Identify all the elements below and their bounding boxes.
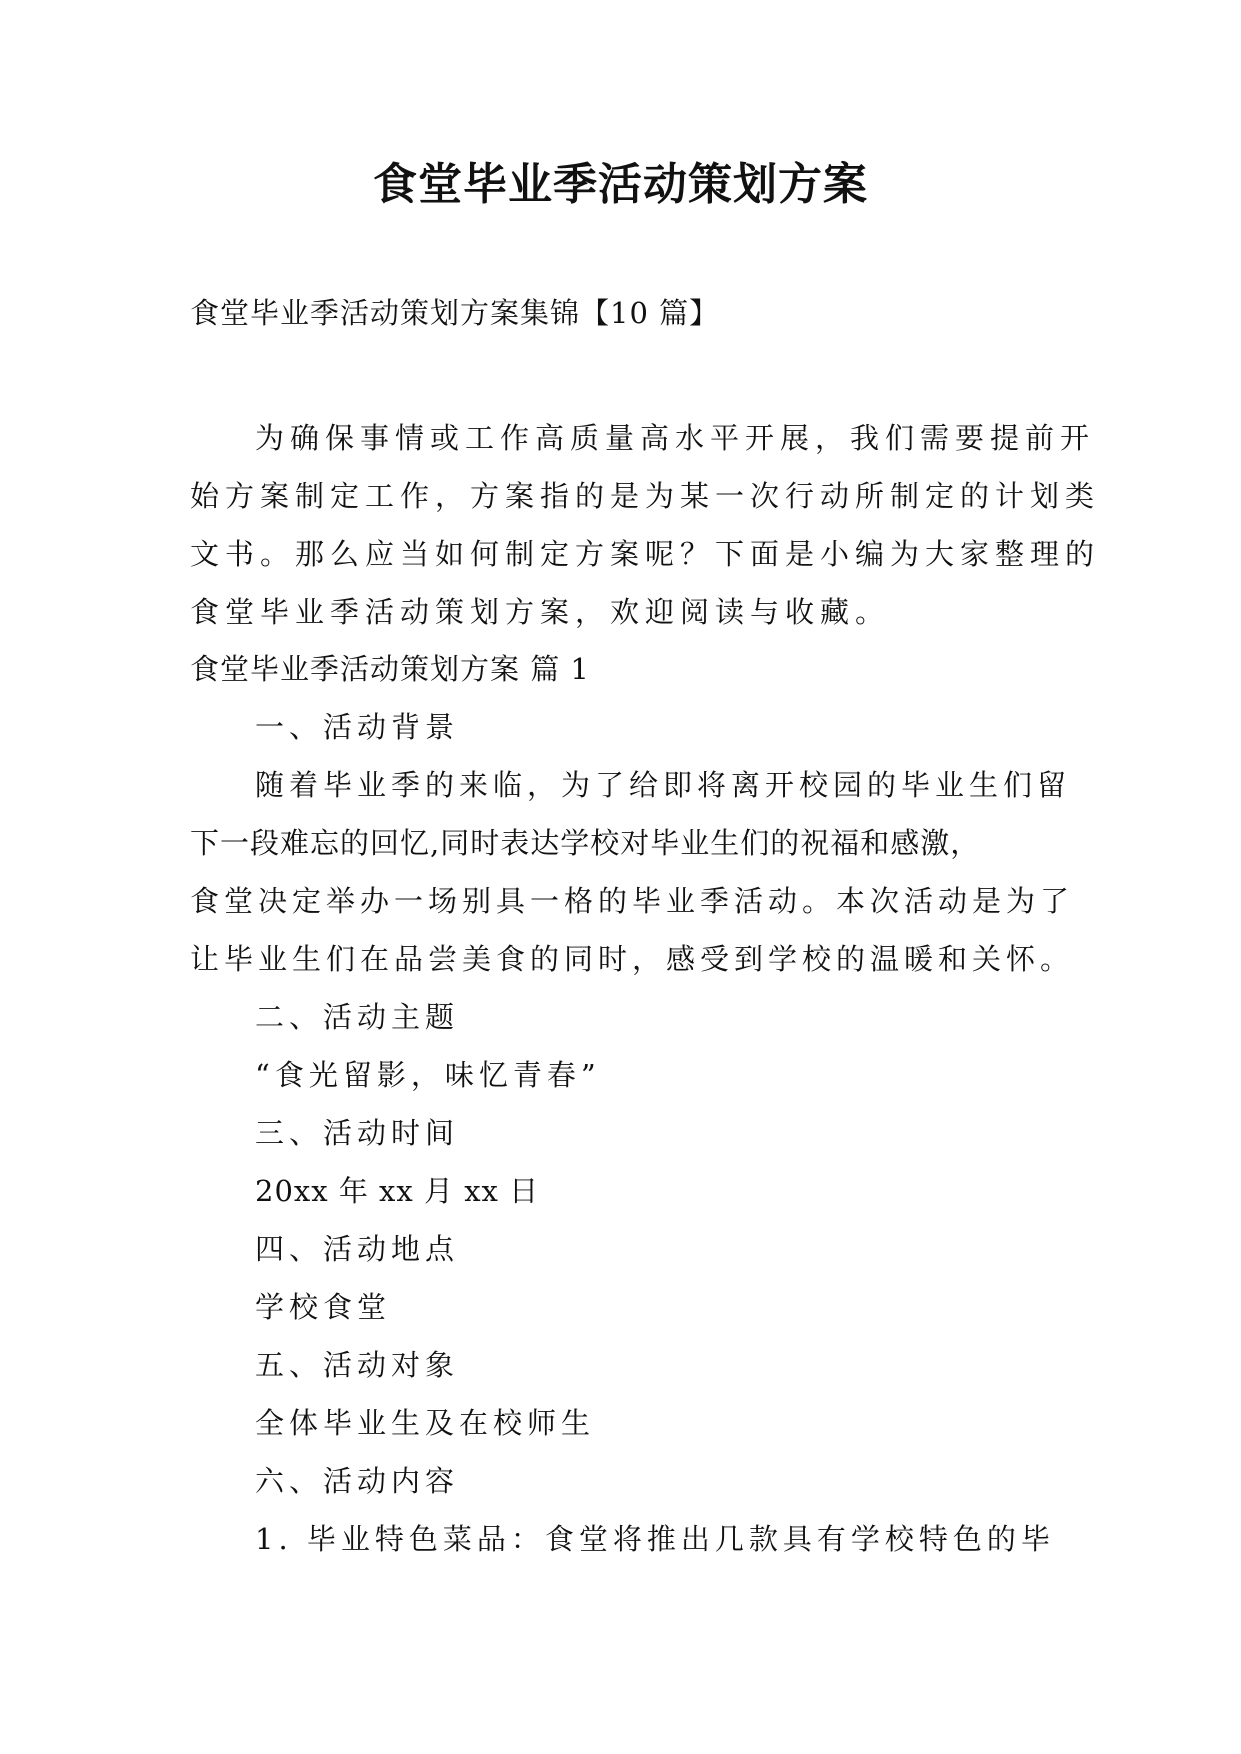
background-line: 食堂决定举办一场别具一格的毕业季活动。本次活动是为了	[190, 884, 1075, 918]
intro-line: 始方案制定工作，方案指的是为某一次行动所制定的计划类	[190, 479, 1101, 513]
content-item: 1. 毕业特色菜品：食堂将推出几款具有学校特色的毕	[255, 1522, 1055, 1556]
section-title: 食堂毕业季活动策划方案 篇 1	[190, 652, 590, 686]
section-body	[190, 640, 1090, 1568]
theme-text: “食光留影，味忆青春”	[255, 1058, 601, 1092]
background-line: 下一段难忘的回忆,同时表达学校对毕业生们的祝福和感激，	[190, 826, 981, 860]
document-subtitle: 食堂毕业季活动策划方案集锦【10 篇】	[190, 296, 720, 330]
document-title: 食堂毕业季活动策划方案	[373, 159, 868, 210]
intro-line: 为确保事情或工作高质量高水平开展，我们需要提前开	[255, 421, 1096, 455]
heading-location: 四、活动地点	[255, 1232, 460, 1266]
intro-line: 文书。那么应当如何制定方案呢？下面是小编为大家整理的	[190, 537, 1101, 571]
heading-theme: 二、活动主题	[255, 1000, 460, 1034]
background-line: 随着毕业季的来临，为了给即将离开校园的毕业生们留	[255, 768, 1072, 802]
heading-time: 三、活动时间	[255, 1116, 460, 1150]
time-text: 20xx 年 xx 月 xx 日	[255, 1174, 540, 1208]
background-line: 让毕业生们在品尝美食的同时，感受到学校的温暖和关怀。	[190, 942, 1075, 976]
audience-text: 全体毕业生及在校师生	[255, 1406, 596, 1440]
heading-content: 六、活动内容	[255, 1464, 460, 1498]
location-text: 学校食堂	[255, 1290, 392, 1324]
heading-audience: 五、活动对象	[255, 1348, 460, 1382]
heading-background: 一、活动背景	[255, 710, 460, 744]
intro-line: 食堂毕业季活动策划方案，欢迎阅读与收藏。	[190, 595, 891, 629]
intro-paragraph	[190, 409, 1101, 641]
